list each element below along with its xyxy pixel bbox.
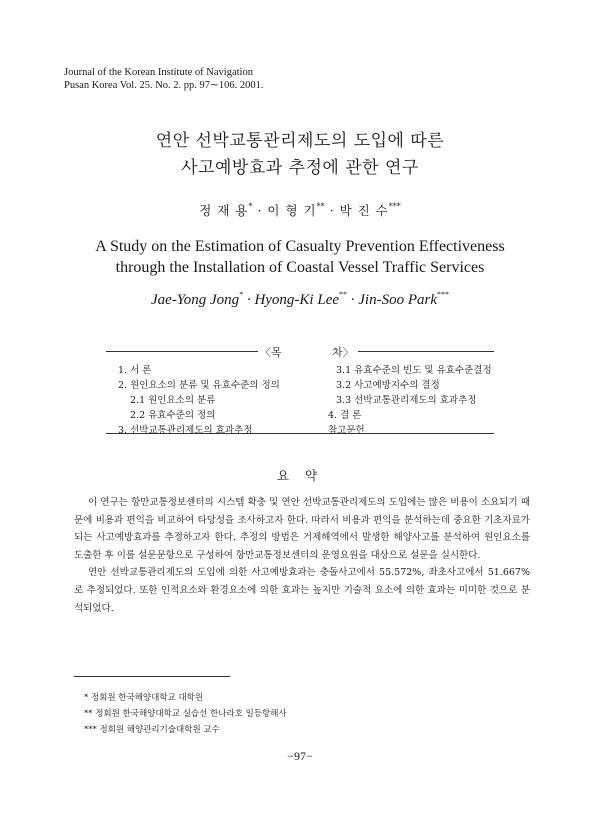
author-en-3: Jin-Soo Park [358, 292, 437, 308]
abstract-paragraph-2: 연안 선박교통관리제도의 도입에 의한 사고예방효과는 충돌사고에서 55.572%, 좌초사고에서 51.667%로 추정되었다. 또한 인적요소와 환경요소에 의한 효과는 높지만 기술적 요소에 의한 효과는 미미한 것으로 분석되었다. [74, 567, 530, 614]
toc-item: 2.1 원인요소의 분류 [130, 395, 216, 406]
toc-item: 2.2 유효수준의 정의 [130, 410, 216, 421]
toc-item: 3.2 사고예방지수의 결정 [336, 380, 440, 391]
author-en-2-mark: ** [339, 290, 348, 299]
toc-top-rule-right [358, 351, 494, 352]
toc-item: 3.1 유효수준의 빈도 및 유효수준결정 [336, 365, 492, 376]
journal-info [64, 66, 263, 92]
table-of-contents [106, 346, 494, 436]
korean-authors [0, 201, 600, 219]
toc-item: 3.3 선박교통관리제도의 효과추정 [336, 395, 477, 406]
toc-item: 4. 결 론 [328, 410, 362, 421]
page-number: −97− [287, 749, 313, 763]
toc-left-column [118, 363, 280, 438]
toc-heading-right: 차〉 [332, 346, 354, 359]
author-en-1-mark: * [239, 290, 244, 299]
author-ko-2: 이 형 기 [267, 203, 317, 218]
abstract-body [74, 494, 530, 617]
korean-title-line-1: 연안 선박교통관리제도의 도입에 따른 [155, 131, 445, 151]
toc-item: 3. 선박교통관리제도의 효과추정 [118, 425, 253, 436]
footnote-3: *** 정회원 해양관리기술대학원 교수 [84, 725, 220, 735]
footnote-1: * 정회원 한국해양대학교 대학원 [84, 693, 204, 703]
english-authors [0, 290, 600, 309]
author-ko-2-mark: ** [316, 202, 325, 211]
author-ko-1-mark: * [248, 202, 253, 211]
author-en-2: Hyong-Ki Lee [254, 292, 340, 308]
toc-item: 1. 서 론 [118, 365, 152, 376]
toc-top-rule-left [106, 351, 258, 352]
toc-right-column [328, 363, 492, 438]
author-ko-1: 정 재 용 [199, 203, 249, 218]
journal-name: Journal of the Korean Institute of Navigation [64, 67, 253, 78]
korean-title [0, 128, 600, 182]
toc-item: 참고문헌 [328, 425, 365, 436]
author-separator: · [347, 292, 359, 308]
korean-title-line-2: 사고예방효과 추정에 관한 연구 [181, 158, 419, 178]
author-ko-3: 박 진 수 [339, 203, 389, 218]
toc-item: 2. 원인요소의 분류 및 유효수준의 정의 [118, 380, 280, 391]
author-separator: · [243, 292, 255, 308]
author-en-1: Jae-Yong Jong [151, 292, 240, 308]
author-ko-3-mark: *** [388, 202, 401, 211]
footnotes [84, 690, 287, 738]
footnote-2: ** 정회원 한국해양대학교 실습선 한나라호 일등항해사 [84, 709, 287, 719]
author-separator: · [324, 203, 340, 218]
toc-heading-left: 〈목 [260, 346, 282, 359]
author-separator: · [252, 203, 268, 218]
author-en-3-mark: *** [437, 290, 449, 299]
journal-volume: Pusan Korea Vol. 25. No. 2. pp. 97∼106. 2001. [64, 80, 264, 91]
footnote-divider [74, 676, 230, 677]
toc-bottom-rule [106, 433, 494, 434]
english-title-line-2: through the Installation of Coastal Vessel Traffic Services [115, 259, 485, 276]
english-title [0, 236, 600, 278]
english-title-line-1: A Study on the Estimation of Casualty Prevention Effectiveness [95, 238, 505, 255]
abstract-paragraph-1: 이 연구는 항만교통정보센터의 시스템 확충 및 연안 선박교통관리제도의 도입에는 많은 비용이 소요되기 때문에 비용과 편익을 비교하여 타당성을 조사하고자 한다. 따라서 비용과 편익을 분석하는데 중요한 기초자료가 되는 사고예방효과를 추정하고자 한다. 추정의 방법은 거제해역에서 발생한 해양사고를 분석하여 원인요소를 도출한 후 이를 설문문항으로 구성하여 항만교통정보센터의 운영요원을 대상으로 설문을 실시한다. [74, 497, 530, 561]
abstract-heading: 요 약 [276, 468, 324, 483]
